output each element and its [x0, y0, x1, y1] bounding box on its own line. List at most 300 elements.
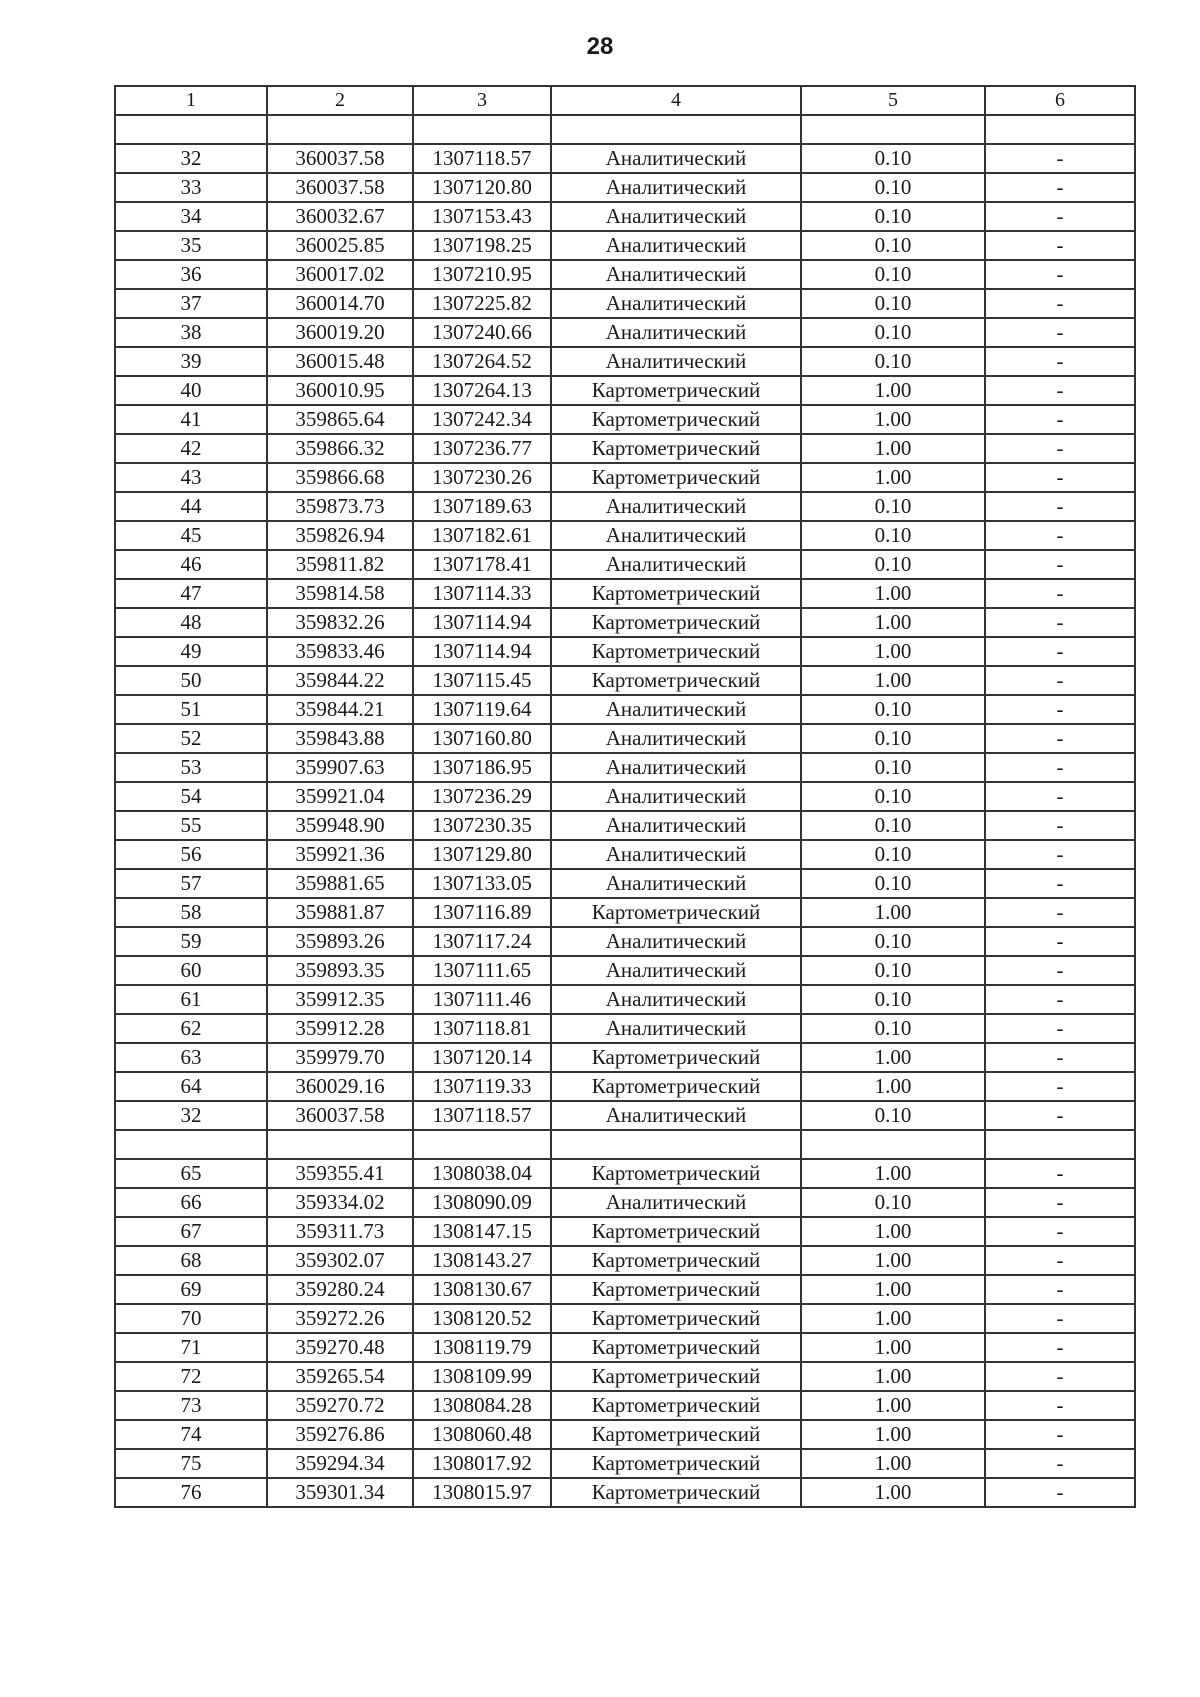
y-coordinate-cell: 1308147.15: [413, 1217, 551, 1246]
x-coordinate-cell: 359979.70: [267, 1043, 413, 1072]
table-row: [115, 1043, 1135, 1072]
method-cell: Аналитический: [551, 1014, 801, 1043]
point-number-cell: 35: [115, 231, 267, 260]
y-coordinate-cell: 1307117.24: [413, 927, 551, 956]
point-number-cell: 38: [115, 318, 267, 347]
accuracy-cell: 1.00: [801, 1362, 985, 1391]
description-cell: -: [985, 898, 1135, 927]
point-number-cell: 42: [115, 434, 267, 463]
accuracy-cell: 0.10: [801, 869, 985, 898]
accuracy-cell: 0.10: [801, 782, 985, 811]
table-row: [115, 985, 1135, 1014]
table-row: [115, 173, 1135, 202]
y-coordinate-cell: 1307240.66: [413, 318, 551, 347]
method-cell: Картометрический: [551, 608, 801, 637]
accuracy-cell: 0.10: [801, 1101, 985, 1130]
y-coordinate-cell: 1307114.94: [413, 608, 551, 637]
x-coordinate-cell: 359912.35: [267, 985, 413, 1014]
x-coordinate-cell: 359893.26: [267, 927, 413, 956]
y-coordinate-cell: 1307120.14: [413, 1043, 551, 1072]
accuracy-cell: 1.00: [801, 608, 985, 637]
column-header-1: 1: [115, 86, 267, 115]
x-coordinate-cell: 359826.94: [267, 521, 413, 550]
description-cell: -: [985, 1188, 1135, 1217]
table-row: [115, 840, 1135, 869]
method-cell: Картометрический: [551, 405, 801, 434]
method-cell: Картометрический: [551, 637, 801, 666]
table-row: [115, 637, 1135, 666]
x-coordinate-cell: 359833.46: [267, 637, 413, 666]
point-number-cell: 37: [115, 289, 267, 318]
accuracy-cell: 0.10: [801, 347, 985, 376]
method-cell: Аналитический: [551, 985, 801, 1014]
point-number-cell: 72: [115, 1362, 267, 1391]
point-number-cell: 39: [115, 347, 267, 376]
x-coordinate-cell: 359893.35: [267, 956, 413, 985]
description-cell: -: [985, 869, 1135, 898]
table-row: [115, 521, 1135, 550]
accuracy-cell: 1.00: [801, 637, 985, 666]
table-row: [115, 927, 1135, 956]
table-row: [115, 434, 1135, 463]
description-cell: -: [985, 231, 1135, 260]
accuracy-cell: 0.10: [801, 1188, 985, 1217]
y-coordinate-cell: 1308084.28: [413, 1391, 551, 1420]
point-number-cell: 46: [115, 550, 267, 579]
method-cell: Аналитический: [551, 492, 801, 521]
x-coordinate-cell: 359302.07: [267, 1246, 413, 1275]
accuracy-cell: 0.10: [801, 231, 985, 260]
accuracy-cell: 0.10: [801, 289, 985, 318]
accuracy-cell: 0.10: [801, 521, 985, 550]
y-coordinate-cell: 1307264.13: [413, 376, 551, 405]
method-cell: Аналитический: [551, 521, 801, 550]
description-cell: -: [985, 1275, 1135, 1304]
accuracy-cell: 1.00: [801, 463, 985, 492]
accuracy-cell: 1.00: [801, 1333, 985, 1362]
y-coordinate-cell: 1307115.45: [413, 666, 551, 695]
y-coordinate-cell: 1307114.94: [413, 637, 551, 666]
table-row: [115, 144, 1135, 173]
x-coordinate-cell: 359301.34: [267, 1478, 413, 1507]
description-cell: -: [985, 637, 1135, 666]
method-cell: Картометрический: [551, 463, 801, 492]
x-coordinate-cell: 360025.85: [267, 231, 413, 260]
x-coordinate-cell: 359814.58: [267, 579, 413, 608]
method-cell: Аналитический: [551, 869, 801, 898]
description-cell: -: [985, 840, 1135, 869]
accuracy-cell: 1.00: [801, 1478, 985, 1507]
accuracy-cell: 1.00: [801, 405, 985, 434]
y-coordinate-cell: 1307129.80: [413, 840, 551, 869]
accuracy-cell: 1.00: [801, 1217, 985, 1246]
point-number-cell: 71: [115, 1333, 267, 1362]
method-cell: Картометрический: [551, 1449, 801, 1478]
method-cell: [551, 1130, 801, 1159]
description-cell: -: [985, 724, 1135, 753]
table-row: [115, 724, 1135, 753]
x-coordinate-cell: 359844.22: [267, 666, 413, 695]
x-coordinate-cell: 360010.95: [267, 376, 413, 405]
point-number-cell: 40: [115, 376, 267, 405]
x-coordinate-cell: 359866.32: [267, 434, 413, 463]
table-row: [115, 463, 1135, 492]
table-row: [115, 956, 1135, 985]
description-cell: -: [985, 695, 1135, 724]
table-row: [115, 1101, 1135, 1130]
method-cell: Картометрический: [551, 666, 801, 695]
method-cell: Аналитический: [551, 695, 801, 724]
description-cell: -: [985, 550, 1135, 579]
y-coordinate-cell: 1308143.27: [413, 1246, 551, 1275]
accuracy-cell: 1.00: [801, 1449, 985, 1478]
accuracy-cell: 1.00: [801, 898, 985, 927]
description-cell: -: [985, 1043, 1135, 1072]
x-coordinate-cell: 359811.82: [267, 550, 413, 579]
accuracy-cell: 0.10: [801, 724, 985, 753]
x-coordinate-cell: [267, 1130, 413, 1159]
method-cell: Аналитический: [551, 550, 801, 579]
x-coordinate-cell: 359912.28: [267, 1014, 413, 1043]
y-coordinate-cell: 1307230.35: [413, 811, 551, 840]
y-coordinate-cell: 1307116.89: [413, 898, 551, 927]
x-coordinate-cell: 360037.58: [267, 1101, 413, 1130]
method-cell: Аналитический: [551, 260, 801, 289]
accuracy-cell: 1.00: [801, 579, 985, 608]
x-coordinate-cell: 359276.86: [267, 1420, 413, 1449]
x-coordinate-cell: 360032.67: [267, 202, 413, 231]
table-header-row: [115, 86, 1135, 115]
table-row: [115, 231, 1135, 260]
table-row: [115, 1478, 1135, 1507]
table-row: [115, 666, 1135, 695]
x-coordinate-cell: 359272.26: [267, 1304, 413, 1333]
column-header-3: 3: [413, 86, 551, 115]
table-row: [115, 492, 1135, 521]
method-cell: Аналитический: [551, 289, 801, 318]
y-coordinate-cell: 1307230.26: [413, 463, 551, 492]
y-coordinate-cell: 1308038.04: [413, 1159, 551, 1188]
accuracy-cell: 0.10: [801, 492, 985, 521]
description-cell: -: [985, 666, 1135, 695]
y-coordinate-cell: 1308060.48: [413, 1420, 551, 1449]
method-cell: Картометрический: [551, 376, 801, 405]
point-number-cell: [115, 115, 267, 144]
y-coordinate-cell: 1307160.80: [413, 724, 551, 753]
y-coordinate-cell: 1307242.34: [413, 405, 551, 434]
description-cell: -: [985, 318, 1135, 347]
y-coordinate-cell: 1308120.52: [413, 1304, 551, 1333]
table-row: [115, 550, 1135, 579]
point-number-cell: 44: [115, 492, 267, 521]
method-cell: Картометрический: [551, 579, 801, 608]
method-cell: Аналитический: [551, 144, 801, 173]
table-row: [115, 260, 1135, 289]
accuracy-cell: 0.10: [801, 985, 985, 1014]
accuracy-cell: 0.10: [801, 260, 985, 289]
accuracy-cell: 1.00: [801, 1072, 985, 1101]
method-cell: Картометрический: [551, 1159, 801, 1188]
x-coordinate-cell: 359865.64: [267, 405, 413, 434]
description-cell: -: [985, 1391, 1135, 1420]
table-row: [115, 608, 1135, 637]
description-cell: -: [985, 782, 1135, 811]
description-cell: [985, 115, 1135, 144]
accuracy-cell: 1.00: [801, 666, 985, 695]
y-coordinate-cell: 1308119.79: [413, 1333, 551, 1362]
method-cell: Картометрический: [551, 1304, 801, 1333]
column-header-6: 6: [985, 86, 1135, 115]
table-row: [115, 695, 1135, 724]
column-header-4: 4: [551, 86, 801, 115]
method-cell: Аналитический: [551, 753, 801, 782]
method-cell: Аналитический: [551, 1188, 801, 1217]
y-coordinate-cell: 1307133.05: [413, 869, 551, 898]
point-number-cell: 58: [115, 898, 267, 927]
method-cell: Аналитический: [551, 782, 801, 811]
accuracy-cell: 0.10: [801, 753, 985, 782]
method-cell: Аналитический: [551, 927, 801, 956]
x-coordinate-cell: 359270.72: [267, 1391, 413, 1420]
point-number-cell: 34: [115, 202, 267, 231]
table-row: [115, 782, 1135, 811]
point-number-cell: 76: [115, 1478, 267, 1507]
method-cell: Картометрический: [551, 1420, 801, 1449]
table-row: [115, 1014, 1135, 1043]
method-cell: Аналитический: [551, 347, 801, 376]
method-cell: Аналитический: [551, 956, 801, 985]
y-coordinate-cell: 1307189.63: [413, 492, 551, 521]
y-coordinate-cell: 1307118.81: [413, 1014, 551, 1043]
method-cell: Картометрический: [551, 1333, 801, 1362]
point-number-cell: 41: [115, 405, 267, 434]
x-coordinate-cell: 360015.48: [267, 347, 413, 376]
description-cell: -: [985, 347, 1135, 376]
x-coordinate-cell: 359843.88: [267, 724, 413, 753]
point-number-cell: 48: [115, 608, 267, 637]
table-row: [115, 1217, 1135, 1246]
table-row: [115, 347, 1135, 376]
description-cell: -: [985, 405, 1135, 434]
point-number-cell: 54: [115, 782, 267, 811]
x-coordinate-cell: 360037.58: [267, 173, 413, 202]
method-cell: Картометрический: [551, 1275, 801, 1304]
description-cell: -: [985, 1362, 1135, 1391]
table-row: [115, 376, 1135, 405]
y-coordinate-cell: 1308109.99: [413, 1362, 551, 1391]
description-cell: [985, 1130, 1135, 1159]
method-cell: Аналитический: [551, 318, 801, 347]
point-number-cell: 32: [115, 1101, 267, 1130]
table-row: [115, 1420, 1135, 1449]
y-coordinate-cell: 1307111.65: [413, 956, 551, 985]
point-number-cell: 57: [115, 869, 267, 898]
table-row: [115, 869, 1135, 898]
accuracy-cell: 1.00: [801, 1159, 985, 1188]
point-number-cell: 67: [115, 1217, 267, 1246]
point-number-cell: 60: [115, 956, 267, 985]
point-number-cell: 63: [115, 1043, 267, 1072]
x-coordinate-cell: 359311.73: [267, 1217, 413, 1246]
table-row: [115, 1072, 1135, 1101]
y-coordinate-cell: 1307120.80: [413, 173, 551, 202]
method-cell: Аналитический: [551, 173, 801, 202]
point-number-cell: 70: [115, 1304, 267, 1333]
y-coordinate-cell: 1308017.92: [413, 1449, 551, 1478]
y-coordinate-cell: 1308015.97: [413, 1478, 551, 1507]
method-cell: Картометрический: [551, 898, 801, 927]
table-row: [115, 202, 1135, 231]
method-cell: Аналитический: [551, 724, 801, 753]
description-cell: -: [985, 1333, 1135, 1362]
point-number-cell: 74: [115, 1420, 267, 1449]
x-coordinate-cell: 359881.87: [267, 898, 413, 927]
method-cell: Картометрический: [551, 434, 801, 463]
x-coordinate-cell: 360014.70: [267, 289, 413, 318]
table-row: [115, 753, 1135, 782]
accuracy-cell: 0.10: [801, 1014, 985, 1043]
y-coordinate-cell: 1307210.95: [413, 260, 551, 289]
description-cell: -: [985, 173, 1135, 202]
table-row: [115, 1391, 1135, 1420]
description-cell: -: [985, 1420, 1135, 1449]
method-cell: Картометрический: [551, 1478, 801, 1507]
x-coordinate-cell: 359921.36: [267, 840, 413, 869]
accuracy-cell: 1.00: [801, 376, 985, 405]
description-cell: -: [985, 1072, 1135, 1101]
x-coordinate-cell: 360019.20: [267, 318, 413, 347]
y-coordinate-cell: 1307153.43: [413, 202, 551, 231]
method-cell: Аналитический: [551, 1101, 801, 1130]
y-coordinate-cell: 1307118.57: [413, 1101, 551, 1130]
description-cell: -: [985, 260, 1135, 289]
column-header-2: 2: [267, 86, 413, 115]
point-number-cell: 69: [115, 1275, 267, 1304]
description-cell: -: [985, 1449, 1135, 1478]
y-coordinate-cell: 1308090.09: [413, 1188, 551, 1217]
description-cell: -: [985, 1217, 1135, 1246]
x-coordinate-cell: 360037.58: [267, 144, 413, 173]
y-coordinate-cell: 1307186.95: [413, 753, 551, 782]
table-row: [115, 318, 1135, 347]
y-coordinate-cell: [413, 1130, 551, 1159]
table-row: [115, 1188, 1135, 1217]
table-row: [115, 1333, 1135, 1362]
table-row: [115, 1130, 1135, 1159]
table-row: [115, 115, 1135, 144]
x-coordinate-cell: 359832.26: [267, 608, 413, 637]
accuracy-cell: [801, 115, 985, 144]
table-row: [115, 579, 1135, 608]
method-cell: Аналитический: [551, 840, 801, 869]
x-coordinate-cell: 359866.68: [267, 463, 413, 492]
y-coordinate-cell: 1307264.52: [413, 347, 551, 376]
table-row: [115, 289, 1135, 318]
table-row: [115, 1246, 1135, 1275]
point-number-cell: 62: [115, 1014, 267, 1043]
accuracy-cell: 0.10: [801, 927, 985, 956]
method-cell: Картометрический: [551, 1246, 801, 1275]
point-number-cell: 50: [115, 666, 267, 695]
table-row: [115, 1362, 1135, 1391]
method-cell: Картометрический: [551, 1362, 801, 1391]
table-body: [115, 115, 1135, 1507]
description-cell: -: [985, 811, 1135, 840]
description-cell: -: [985, 1101, 1135, 1130]
table-row: [115, 811, 1135, 840]
method-cell: Аналитический: [551, 202, 801, 231]
x-coordinate-cell: 359355.41: [267, 1159, 413, 1188]
y-coordinate-cell: 1307236.77: [413, 434, 551, 463]
method-cell: [551, 115, 801, 144]
x-coordinate-cell: 359907.63: [267, 753, 413, 782]
y-coordinate-cell: 1307119.33: [413, 1072, 551, 1101]
x-coordinate-cell: 359280.24: [267, 1275, 413, 1304]
x-coordinate-cell: 359881.65: [267, 869, 413, 898]
point-number-cell: 36: [115, 260, 267, 289]
description-cell: -: [985, 144, 1135, 173]
accuracy-cell: 1.00: [801, 1043, 985, 1072]
accuracy-cell: 0.10: [801, 550, 985, 579]
description-cell: -: [985, 289, 1135, 318]
point-number-cell: 59: [115, 927, 267, 956]
y-coordinate-cell: 1307119.64: [413, 695, 551, 724]
point-number-cell: 55: [115, 811, 267, 840]
x-coordinate-cell: 359948.90: [267, 811, 413, 840]
table-row: [115, 1304, 1135, 1333]
point-number-cell: 75: [115, 1449, 267, 1478]
point-number-cell: 51: [115, 695, 267, 724]
y-coordinate-cell: 1307111.46: [413, 985, 551, 1014]
point-number-cell: 47: [115, 579, 267, 608]
accuracy-cell: 0.10: [801, 956, 985, 985]
accuracy-cell: 0.10: [801, 695, 985, 724]
table-row: [115, 405, 1135, 434]
point-number-cell: 33: [115, 173, 267, 202]
page-number: 28: [586, 33, 614, 60]
point-number-cell: 45: [115, 521, 267, 550]
point-number-cell: 73: [115, 1391, 267, 1420]
point-number-cell: 53: [115, 753, 267, 782]
point-number-cell: 32: [115, 144, 267, 173]
y-coordinate-cell: 1307178.41: [413, 550, 551, 579]
x-coordinate-cell: 359873.73: [267, 492, 413, 521]
point-number-cell: 56: [115, 840, 267, 869]
column-header-5: 5: [801, 86, 985, 115]
method-cell: Аналитический: [551, 811, 801, 840]
y-coordinate-cell: 1307114.33: [413, 579, 551, 608]
accuracy-cell: [801, 1130, 985, 1159]
x-coordinate-cell: 360029.16: [267, 1072, 413, 1101]
table-row: [115, 1159, 1135, 1188]
accuracy-cell: 1.00: [801, 1304, 985, 1333]
y-coordinate-cell: 1307225.82: [413, 289, 551, 318]
y-coordinate-cell: 1307198.25: [413, 231, 551, 260]
accuracy-cell: 0.10: [801, 144, 985, 173]
description-cell: -: [985, 927, 1135, 956]
description-cell: -: [985, 434, 1135, 463]
y-coordinate-cell: 1307118.57: [413, 144, 551, 173]
description-cell: -: [985, 521, 1135, 550]
point-number-cell: 52: [115, 724, 267, 753]
description-cell: -: [985, 1246, 1135, 1275]
point-number-cell: 43: [115, 463, 267, 492]
y-coordinate-cell: [413, 115, 551, 144]
accuracy-cell: 0.10: [801, 811, 985, 840]
point-number-cell: 64: [115, 1072, 267, 1101]
x-coordinate-cell: 359265.54: [267, 1362, 413, 1391]
method-cell: Картометрический: [551, 1217, 801, 1246]
